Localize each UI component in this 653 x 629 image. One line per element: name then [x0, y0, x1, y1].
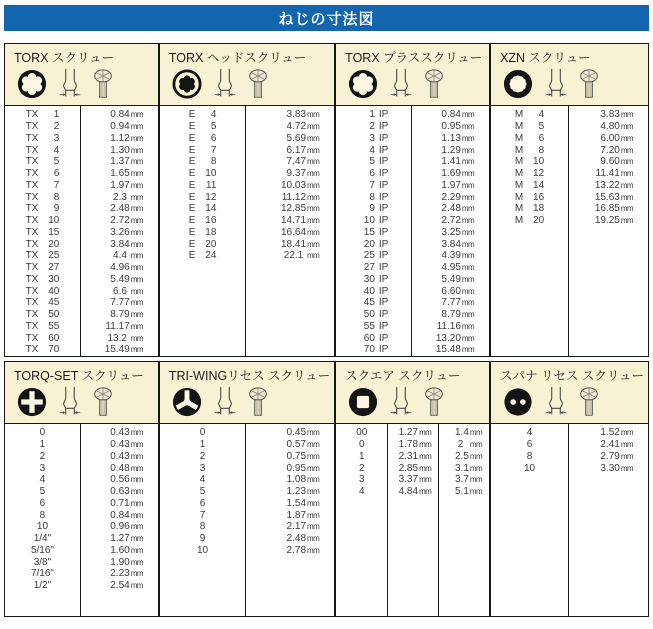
size-value: 7.77 mm [441, 297, 475, 309]
val-col [245, 424, 334, 616]
size-value: 1.54 mm [286, 497, 320, 509]
icon-row [169, 68, 330, 99]
size-label: 1/4" [33, 533, 52, 545]
size-value: 16.85 mm [594, 203, 633, 215]
size-label: 1 [358, 450, 365, 462]
size-value: 0.84 mm [441, 109, 475, 121]
size-value: 1.4 mm [454, 427, 483, 439]
size-label: E 6 [188, 132, 217, 144]
bit-side-view-icon [544, 68, 568, 99]
panel-title: スクエア スクリュー [345, 369, 461, 383]
size-label: 2 [199, 450, 206, 462]
size-label: TX 40 [25, 285, 60, 297]
size-label: 5/16" [30, 544, 54, 556]
size-value: 1.97 mm [110, 179, 143, 191]
size-label: 8 [39, 509, 46, 521]
size-label: 8 [526, 450, 533, 462]
bit-side-view-icon [213, 386, 237, 417]
panel-header [5, 362, 158, 424]
size-value: 0.94 mm [110, 121, 143, 133]
size-label: M 14 [514, 179, 545, 191]
panel-torx-head-screw [159, 43, 335, 357]
size-value: 9.37 mm [286, 168, 320, 180]
size-value: 6.17 mm [286, 144, 320, 156]
size-value: 3.83 mm [600, 109, 633, 121]
icon-row [345, 386, 485, 417]
size-value: 13.22 mm [594, 179, 633, 191]
square-recess-icon [348, 387, 378, 417]
size-value: 3.26 mm [110, 226, 143, 238]
size-value: 10.03 mm [280, 179, 320, 191]
size-label: 3/8" [33, 556, 52, 568]
size-label: E 24 [188, 250, 217, 262]
size-label: E 7 [188, 144, 217, 156]
size-value: 11.17 mm [105, 320, 143, 332]
size-label: 3 IP [369, 132, 389, 144]
size-value: 1.97 mm [441, 179, 475, 191]
size-value: 2.3 mm [113, 191, 143, 203]
torq-set-recess-icon [17, 387, 47, 417]
size-value: 15.48 mm [435, 344, 475, 356]
size-label: 4 IP [369, 144, 389, 156]
size-label: 40 IP [363, 285, 389, 297]
size-label: 3 [199, 462, 206, 474]
screw-side-icon [93, 386, 113, 417]
size-value: 0.57 mm [286, 439, 320, 451]
size-value: 2.5 mm [454, 450, 483, 462]
size-value: 2.85 mm [398, 462, 432, 474]
screw-side-icon [424, 68, 444, 99]
size-value: 0.95 mm [441, 121, 475, 133]
size-label: M 20 [514, 215, 545, 227]
size-label: 10 [36, 521, 49, 533]
size-value: 1.69 mm [441, 168, 475, 180]
size-value: 4.80 mm [600, 121, 633, 133]
size-value: 1.78 mm [398, 439, 432, 451]
size-value: 4.95 mm [441, 262, 475, 274]
size-table [336, 106, 489, 356]
size-value: 13.20 mm [435, 332, 475, 344]
size-label: 5 [39, 486, 46, 498]
size-label: 0 [358, 439, 365, 451]
icon-row [500, 386, 644, 417]
panel-tri-wing-screw [159, 361, 335, 617]
screw-side-icon [93, 68, 113, 99]
size-value: 2.72 mm [110, 215, 143, 227]
size-value: 2.72 mm [441, 215, 475, 227]
size-value: 2.48 mm [110, 203, 143, 215]
label-col [160, 106, 245, 356]
size-label: 4 [526, 427, 533, 439]
size-value: 7.77 mm [110, 297, 143, 309]
size-label: 3 [39, 462, 46, 474]
size-label: 10 [523, 462, 536, 474]
size-value: 0.71 mm [110, 497, 143, 509]
size-label: TX 6 [25, 168, 60, 180]
size-value: 11.41 mm [595, 168, 633, 180]
size-label: 70 IP [363, 344, 389, 356]
size-label: 27 IP [363, 262, 389, 274]
panel-title: XZN スクリュー [500, 51, 591, 65]
size-value: 2.79 mm [600, 450, 633, 462]
size-value: 0.56 mm [110, 474, 143, 486]
size-value: 2.41 mm [600, 439, 633, 451]
size-label: 8 IP [369, 191, 389, 203]
size-label: E 20 [188, 238, 217, 250]
size-value: 1.12 mm [110, 132, 143, 144]
size-value: 8.79 mm [110, 309, 143, 321]
size-label: 5 [199, 486, 206, 498]
size-value: 5.49 mm [441, 273, 475, 285]
size-value: 2.54 mm [110, 580, 143, 592]
size-label: TX 70 [25, 344, 60, 356]
screw-side-icon [248, 68, 268, 99]
tri-wing-recess-icon [172, 387, 202, 417]
size-value: 2.48 mm [441, 203, 475, 215]
size-value: 6.00 mm [600, 132, 633, 144]
panel-header [491, 44, 648, 106]
size-label: 45 IP [363, 297, 389, 309]
size-value: 4.4 mm [113, 250, 143, 262]
size-value: 1.23 mm [286, 486, 320, 498]
panel-header [491, 362, 648, 424]
size-value: 11.16 mm [436, 320, 475, 332]
size-label: 55 IP [363, 320, 389, 332]
size-label: TX 27 [25, 262, 60, 274]
val-col [568, 106, 648, 356]
size-label: 1 [39, 439, 46, 451]
size-value: 3.30 mm [600, 462, 633, 474]
size-value: 0.75 mm [286, 450, 320, 462]
size-label: 6 [526, 439, 533, 451]
size-label: 7 [199, 509, 206, 521]
size-value: 0.84 mm [110, 509, 143, 521]
size-label: 00 [356, 427, 368, 439]
size-label: TX 1 [25, 109, 60, 121]
size-table [5, 106, 158, 356]
size-value: 3.7 mm [454, 474, 483, 486]
size-label: 4 [199, 474, 206, 486]
panel-spanner-recess-screw [490, 361, 649, 617]
icon-row [14, 386, 154, 417]
size-value: 11.12 mm [281, 191, 320, 203]
size-label: TX 60 [25, 332, 60, 344]
size-label: E 11 [188, 179, 217, 191]
size-value: 2.29 mm [441, 191, 475, 203]
panel-torx-plus-screw [335, 43, 490, 357]
size-label: TX 3 [25, 132, 60, 144]
size-label: TX 25 [25, 250, 60, 262]
size-label: TX 7 [25, 179, 60, 191]
icon-row [14, 68, 154, 99]
label-col [5, 424, 80, 616]
size-label: 1 IP [369, 109, 389, 121]
size-value: 3.84 mm [441, 238, 475, 250]
size-value: 0.43 mm [110, 427, 143, 439]
size-value: 2.23 mm [110, 568, 143, 580]
icon-row [500, 68, 644, 99]
size-value: 19.25 mm [594, 215, 633, 227]
label-col [491, 106, 568, 356]
size-value: 5.1 mm [454, 486, 483, 498]
size-label: TX 20 [25, 238, 60, 250]
size-label: M 4 [514, 109, 545, 121]
panel-header [336, 44, 489, 106]
size-table [336, 424, 489, 616]
size-label: 9 [199, 533, 206, 545]
size-label: M 6 [514, 132, 545, 144]
size-label: E 18 [188, 226, 217, 238]
size-label: TX 45 [25, 297, 60, 309]
icon-row [169, 386, 330, 417]
size-value: 0.48 mm [110, 462, 143, 474]
size-value: 3.37 mm [398, 474, 432, 486]
size-value: 4.84 mm [398, 486, 432, 498]
size-value: 0.43 mm [110, 439, 143, 451]
bit-side-view-icon [58, 68, 82, 99]
size-table [491, 106, 648, 356]
size-value: 2 mm [457, 439, 483, 451]
size-value: 4.39 mm [441, 250, 475, 262]
size-label: 60 IP [363, 332, 389, 344]
size-label: M 18 [514, 203, 545, 215]
spanner-recess-icon [503, 387, 533, 417]
size-label: E 16 [188, 215, 217, 227]
size-label: TX 10 [25, 215, 60, 227]
size-label: 2 [358, 462, 365, 474]
size-value: 6.60 mm [441, 285, 475, 297]
size-value: 8.79 mm [441, 309, 475, 321]
size-label: M 8 [514, 144, 545, 156]
screw-side-icon [424, 386, 444, 417]
size-value: 2.48 mm [286, 533, 320, 545]
size-value: 1.08 mm [286, 474, 320, 486]
bit-side-view-icon [389, 68, 413, 99]
size-value: 1.87 mm [286, 509, 320, 521]
size-label: 4 [358, 486, 365, 498]
label-col [336, 424, 387, 616]
icon-row [345, 68, 485, 99]
size-value: 1.30 mm [110, 144, 143, 156]
val-col [438, 424, 489, 616]
panel-grid [4, 43, 649, 617]
size-label: 2 [39, 450, 46, 462]
size-value: 18.41 mm [280, 238, 320, 250]
panel-title: TORX プラススクリュー [345, 51, 483, 65]
size-value: 4.72 mm [286, 121, 320, 133]
size-value: 1.27 mm [398, 427, 432, 439]
size-value: 1.41 mm [441, 156, 475, 168]
size-label: 0 [199, 427, 206, 439]
torx-recess-icon [17, 69, 47, 99]
size-label: 9 IP [369, 203, 389, 215]
val-col [80, 106, 158, 356]
screw-side-icon [248, 386, 268, 417]
size-value: 13.2 mm [107, 332, 143, 344]
size-value: 7.47 mm [286, 156, 320, 168]
size-label: M 16 [514, 191, 545, 203]
size-label: 30 IP [363, 273, 389, 285]
panel-torq-set-screw [4, 361, 159, 617]
size-value: 0.63 mm [110, 486, 143, 498]
bit-side-view-icon [544, 386, 568, 417]
size-value: 1.52 mm [600, 427, 633, 439]
size-label: TX 55 [25, 320, 60, 332]
size-label: 10 [197, 544, 209, 556]
label-col [336, 106, 411, 356]
label-col [491, 424, 568, 616]
size-value: 1.27 mm [110, 533, 143, 545]
size-value: 3.83 mm [286, 109, 320, 121]
size-value: 12.85 mm [280, 203, 320, 215]
bit-side-view-icon [389, 386, 413, 417]
size-value: 2.78 mm [286, 544, 320, 556]
size-table [160, 106, 334, 356]
size-value: 6.6 mm [113, 285, 143, 297]
size-label: 6 [199, 497, 206, 509]
size-label: 1/2" [33, 580, 52, 592]
size-label: M 10 [514, 156, 545, 168]
size-value: 2.31 mm [398, 450, 432, 462]
size-label: TX 5 [25, 156, 60, 168]
size-label: E 8 [188, 156, 217, 168]
size-label: 50 IP [363, 309, 389, 321]
size-value: 0.96 mm [110, 521, 143, 533]
size-table [5, 424, 158, 616]
size-value: 0.45 mm [286, 427, 320, 439]
size-value: 3.84 mm [110, 238, 143, 250]
size-label: 15 IP [363, 226, 389, 238]
size-value: 2.17 mm [286, 521, 320, 533]
val-col [411, 106, 489, 356]
panel-square-screw [335, 361, 490, 617]
size-label: 20 IP [363, 238, 389, 250]
size-value: 5.49 mm [110, 273, 143, 285]
size-value: 0.43 mm [110, 450, 143, 462]
size-label: 10 IP [363, 215, 389, 227]
size-label: E 14 [188, 203, 217, 215]
size-label: 7/16" [30, 568, 54, 580]
size-label: E 5 [188, 121, 217, 133]
val-col [245, 106, 334, 356]
size-label: 6 [39, 497, 46, 509]
size-value: 22.1 mm [283, 250, 320, 262]
size-value: 5.69 mm [286, 132, 320, 144]
size-value: 1.90 mm [110, 556, 143, 568]
size-label: TX 2 [25, 121, 60, 133]
size-label: 2 IP [369, 121, 389, 133]
size-label: TX 50 [25, 309, 60, 321]
panel-title: スパナ リセス スクリュー [500, 369, 644, 383]
xzn-recess-icon [503, 69, 533, 99]
size-label: 1 [199, 439, 206, 451]
size-value: 4.96 mm [110, 262, 143, 274]
size-value: 3.25 mm [441, 226, 475, 238]
panel-title: TORQ-SET スクリュー [14, 369, 144, 383]
size-value: 0.95 mm [286, 462, 320, 474]
size-value: 14.71 mm [280, 215, 320, 227]
screw-side-icon [579, 386, 599, 417]
panel-header [160, 362, 334, 424]
panel-header [160, 44, 334, 106]
size-label: 25 IP [363, 250, 389, 262]
size-label: E 10 [188, 168, 217, 180]
label-col [5, 106, 80, 356]
bit-side-view-icon [58, 386, 82, 417]
size-value: 15.63 mm [594, 191, 633, 203]
size-label: 6 IP [369, 168, 389, 180]
size-value: 0.84 mm [110, 109, 143, 121]
page-title: ねじの寸法図 [4, 5, 649, 31]
size-value: 1.37 mm [110, 156, 143, 168]
size-label: TX 30 [25, 273, 60, 285]
panel-title: TORX スクリュー [14, 51, 115, 65]
size-label: 8 [199, 521, 206, 533]
size-label: 0 [39, 427, 46, 439]
size-table [160, 424, 334, 616]
size-label: E 12 [188, 191, 217, 203]
size-label: 7 IP [369, 179, 389, 191]
size-value: 1.60 mm [110, 544, 143, 556]
size-label: 3 [358, 474, 365, 486]
size-label: E 4 [188, 109, 217, 121]
size-value: 9.60 mm [600, 156, 633, 168]
panel-header [336, 362, 489, 424]
panel-torx-screw [4, 43, 159, 357]
size-label: 5 IP [369, 156, 389, 168]
size-value: 3.1 mm [454, 462, 483, 474]
size-label: M 5 [514, 121, 545, 133]
size-label: TX 9 [25, 203, 60, 215]
panel-title: TORX ヘッドスクリュー [168, 51, 307, 65]
size-label: TX 4 [25, 144, 60, 156]
size-label: TX 15 [25, 226, 60, 238]
size-label: TX 8 [25, 191, 60, 203]
size-value: 16.64 mm [280, 226, 320, 238]
bit-side-view-icon [213, 68, 237, 99]
size-value: 1.29 mm [441, 144, 475, 156]
torx-plus-recess-icon [348, 69, 378, 99]
size-value: 1.13 mm [441, 132, 475, 144]
val-col [80, 424, 158, 616]
size-label: M 12 [514, 168, 545, 180]
size-table [491, 424, 648, 616]
size-value: 1.65 mm [110, 168, 143, 180]
val-col [568, 424, 648, 616]
screw-side-icon [579, 68, 599, 99]
size-label: 4 [39, 474, 46, 486]
val-col [387, 424, 438, 616]
panel-xzn-screw [490, 43, 649, 357]
size-value: 7.20 mm [600, 144, 633, 156]
panel-title: TRI-WINGリセス スクリュー [168, 369, 331, 383]
panel-header [5, 44, 158, 106]
label-col [160, 424, 245, 616]
size-value: 15.49 mm [104, 344, 143, 356]
torx-head-icon [172, 69, 202, 99]
